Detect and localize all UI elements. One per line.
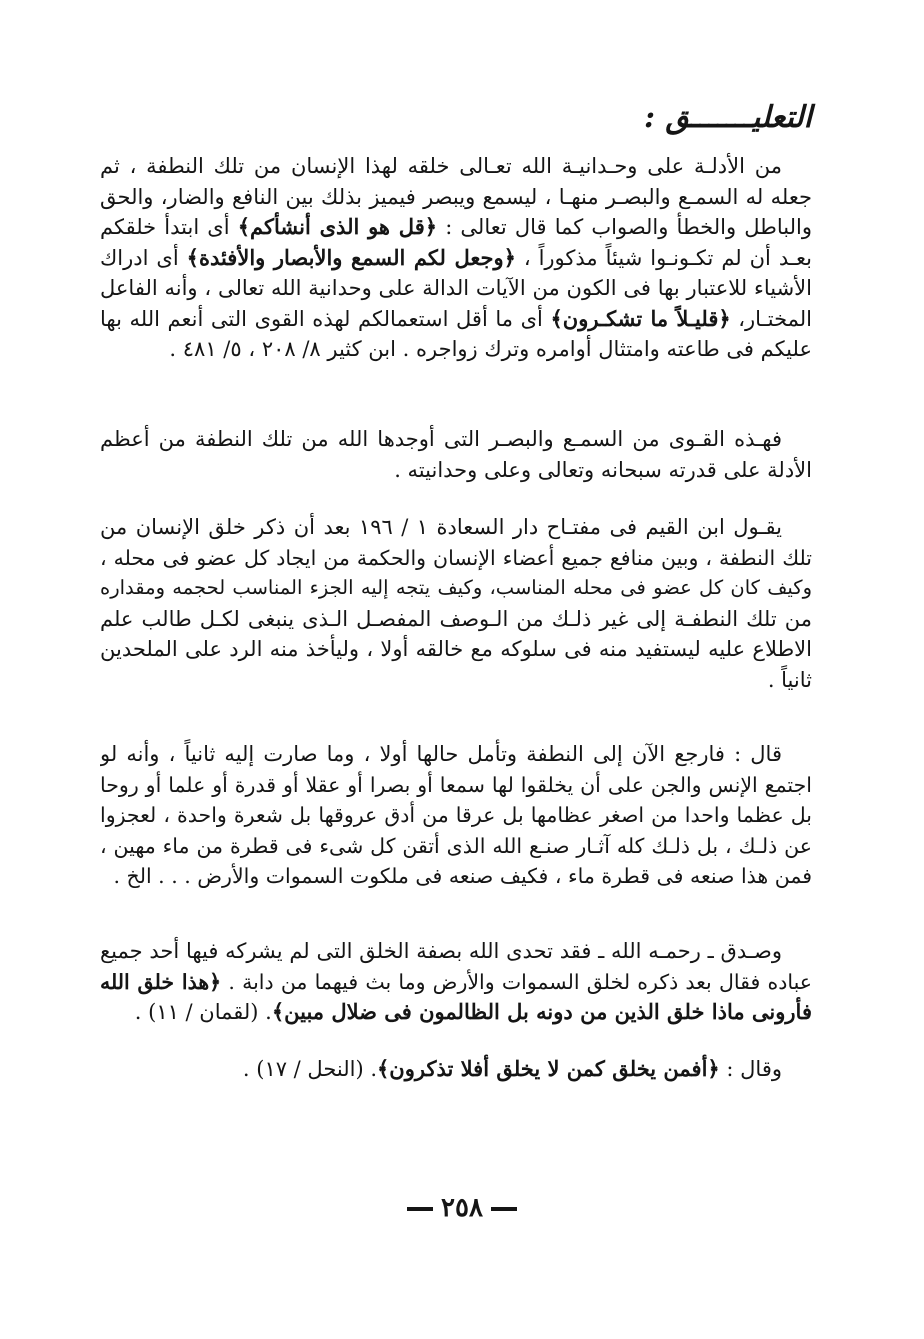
text-line [100, 967, 812, 998]
text-line: الأدلة على قدرته سبحانه وتعالى وعلى وحدانيته . [394, 457, 812, 482]
text-line: بل عظما واحدا من اصغر عظامها بل عرقا من أدق عروقها بل شعرة واحدة ، لعجزوا [100, 803, 812, 827]
text-line: ثانياً . [767, 667, 812, 692]
commentary-heading: التعليـــــــق : [643, 100, 812, 135]
paragraph-4 [100, 739, 812, 892]
dash-ornament [491, 1207, 517, 1211]
text-line: فمن هذا صنعه فى قطرة ماء ، فكيف صنعه فى ملكوت السموات والأرض . . . الخ . [113, 864, 812, 888]
quran-verse: ﴿هذا خلق الله [100, 969, 222, 994]
quran-verse: ﴿قل هو الذى أنشأكم﴾ [237, 214, 438, 239]
quran-verse: ﴿قليـلاً ما تشكـرون﴾ [550, 305, 731, 331]
paragraph-3 [100, 512, 812, 695]
text-segment: والباطل والخطأ والصواب كما قال تعالى : [437, 215, 812, 239]
text-line: فهـذه القـوى من السمـع والبصـر التى أوجدها الله من تلك النطفة من أعظم [100, 427, 782, 451]
text-segment: أى ما أقل استعمالكم لهذه القوى التى أنعم الله بها [100, 306, 551, 331]
text-line [100, 243, 812, 274]
text-line: جعله له السمـع والبصـر منهـا ، ليسمع ويبصر فيميز بذلك بين النافع والضار، والحق [100, 184, 812, 209]
dash-ornament [407, 1207, 433, 1211]
text-segment: أى ادراك [100, 245, 187, 270]
text-line: يقـول ابن القيم فى مفتـاح دار السعادة ١ / ١٩٦ بعد أن ذكر خلق الإنسان من [100, 515, 782, 539]
text-segment: . (لقمان / ١١) . [134, 1000, 272, 1024]
text-line: عن ذلـك ، بل ذلـك كله آثـار صنـع الله الذى أتقن كل شىء فى قطرة من ماء مهين ، [100, 833, 812, 858]
paragraph-6 [100, 1054, 812, 1085]
text-line: الاطلاع عليه ليستفيد منه فى سلوكه مع خالقه أولا ، وليأخذ منه الرد على الملحدين [100, 637, 812, 661]
text-segment: المختـار، [730, 306, 812, 331]
paragraph-1 [100, 151, 812, 365]
text-line: وصـدق ـ رحمـه الله ـ فقد تحدى الله بصفة الخلق التى لم يشركه فيها أحد جميع [100, 939, 782, 963]
quran-verse: ﴿وجعل لكم السمع والأبصار والأفئدة﴾ [186, 244, 516, 270]
text-line: وكيف كان كل عضو فى محله المناسب، وكيف يتجه إليه الجزء المناسب لحجمه ومقداره [100, 576, 812, 599]
quran-verse: فأرونى ماذا خلق الذين من دونه بل الظالمون فى ضلال مبين﴾ [271, 999, 812, 1024]
text-line [100, 304, 812, 335]
text-segment: . (النحل / ١٧) . [242, 1057, 377, 1081]
paragraph-5 [100, 936, 812, 1028]
text-line: تلك النطفة ، وبين منافع جميع أعضاء الإنسان والحكمة من ايجاد كل عضو فى محله ، [100, 545, 812, 570]
text-line: من الأدلـة على وحـدانيـة الله تعـالى خلقه لهذا الإنسان من تلك النطفة ، ثم [100, 154, 782, 178]
text-line: من تلك النطفـة إلى غير ذلـك من الـوصف المفصـل الـذى ينبغى لكـل طالب علم [100, 606, 812, 631]
page-number [0, 1193, 924, 1223]
page-number-value: ٢٥٨ [441, 1193, 483, 1223]
text-line [100, 1054, 812, 1085]
text-line [100, 997, 812, 1028]
text-line: الأشياء للاعتبار بها فى الكون من الآيات الدالة على وحدانية الله تعالى ، وأنه الفاعل [100, 276, 812, 300]
text-segment: أى ابتدأ خلقكم [100, 215, 238, 239]
text-line: اجتمع الإنس والجن على أن يخلقوا لها سمعا أو بصرا أو عقلا أو قدرة أو علما أو روحا [100, 772, 812, 797]
text-segment: بعـد أن لم تكـونـوا شيئاً مذكوراً ، [515, 245, 812, 270]
text-line [100, 212, 812, 243]
text-line: قال : فارجع الآن إلى النطفة وتأمل حالها أولا ، وما صارت إليه ثانياً ، وأنه لو [100, 742, 782, 766]
text-segment: وقال : [719, 1057, 782, 1081]
quran-verse: ﴿أفمن يخلق كمن لا يخلق أفلا تذكرون﴾ [377, 1056, 720, 1081]
text-line: عليكم فى طاعته وامتثال أوامره وترك زواجره . ابن كثير ٨/ ٢٠٨ ، ٥/ ٤٨١ . [169, 337, 812, 361]
text-segment: عباده فقال بعد ذكره لخلق السموات والأرض وما بث فيهما من دابة . [221, 969, 812, 994]
paragraph-2 [100, 424, 812, 485]
